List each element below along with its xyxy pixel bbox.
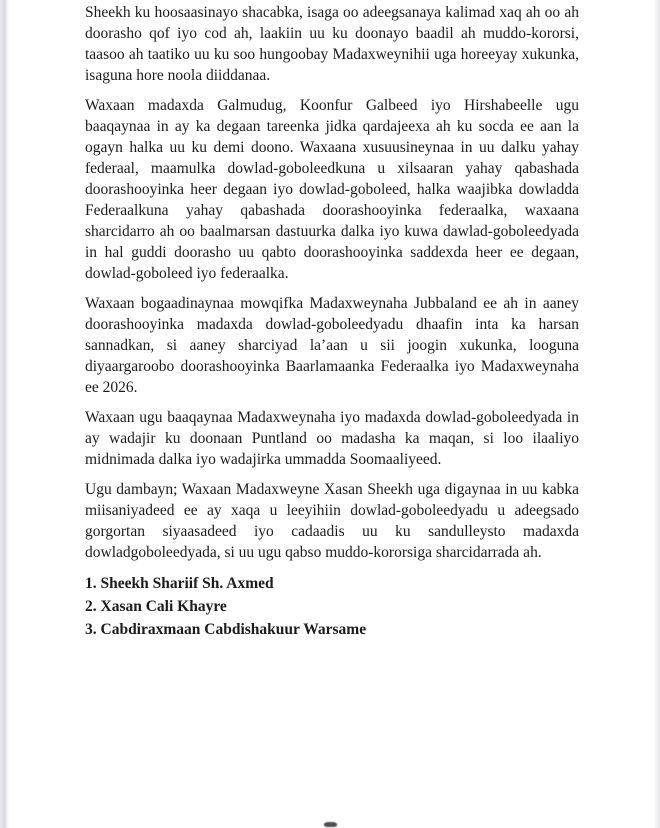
- paragraph-5: Ugu dambayn; Waxaan Madaxweyne Xasan Sheekh uga digaynaa in uu kabka miisaniyadeed ee ay xaqa u leeyihiin dowlad-goboleedyadu u adeegsado gorgortan siyaasadeed iyo cadaadis uu ku sandulleysto madaxda dowladgoboleedyada, si uu ugu qabso muddo-kororsiga sharcidarrada ah.: [85, 481, 579, 561]
- signatory-1: 1. Sheekh Shariif Sh. Axmed: [85, 575, 274, 592]
- page-right-edge-shadow: [654, 0, 660, 828]
- paragraph-4: Waxaan ugu baaqaynaa Madaxweynaha iyo madaxda dowlad-goboleedyada in ay wadajir ku doonaan Puntland oo madasha ka maqan, si loo ilaaliyo midnimada dalka iyo wadajirka ummadda Soomaaliyeed.: [85, 409, 579, 468]
- paragraph-2: Waxaan madaxda Galmudug, Koonfur Galbeed iyo Hirshabeelle ugu baaqaynaa in ay ka degaan tareenka jidka qardajeexa ah ku socda ee aan la ogayn halka uu ku demi doono. Waxaana xusuusineynaa in uu dalku yahay federaal, maamulka dowlad-goboleedkuna u xilsaaran yahay qabashada doorashooyinka heer degaan iyo dowlad-goboleed, halka waajibka dowladda Federaalkuna yahay qabashada doorashooyinka federaalka, waxaana sharcidarro ah oo baalmarsan dastuurka dalka iyo kuwa dawlad-goboleedyada in hal guddi doorasho uu qabto doorashooyinka saddexda heer ee degaan, dowlad-goboleed iyo federaalka.: [85, 97, 579, 282]
- signatory-2: 2. Xasan Cali Khayre: [85, 598, 227, 615]
- page-left-edge-shadow: [0, 0, 9, 828]
- signatory-list: [85, 572, 579, 641]
- document-body: [85, 2, 579, 641]
- paragraph-3: Waxaan bogaadinaynaa mowqifka Madaxweynaha Jubbaland ee ah in aaney doorashooyinka madaxda dowlad-goboleedyadu dhaafin inta ka harsan sannadkan, si aaney sharciyad la’aan u sii joogin xukunka, looguna diyaargaroobo doorashooyinka Baarlamaanka Federaalka iyo Madaxweynaha ee 2026.: [85, 295, 579, 396]
- paragraph-1: Sheekh ku hoosaasinayo shacabka, isaga oo adeegsanaya kalimad xaq ah oo ah doorasho qof iyo cod ah, laakiin uu ku doonayo baadil ah muddo-kororsi, taasoo ah taatiko uu ku soo hungoobay Madaxweynihii uga horeeyay xukunka, isaguna hore noola diiddanaa.: [85, 4, 579, 84]
- signatory-3: 3. Cabdiraxmaan Cabdishakuur Warsame: [85, 621, 367, 638]
- page-number-partial-cropped: [324, 822, 337, 827]
